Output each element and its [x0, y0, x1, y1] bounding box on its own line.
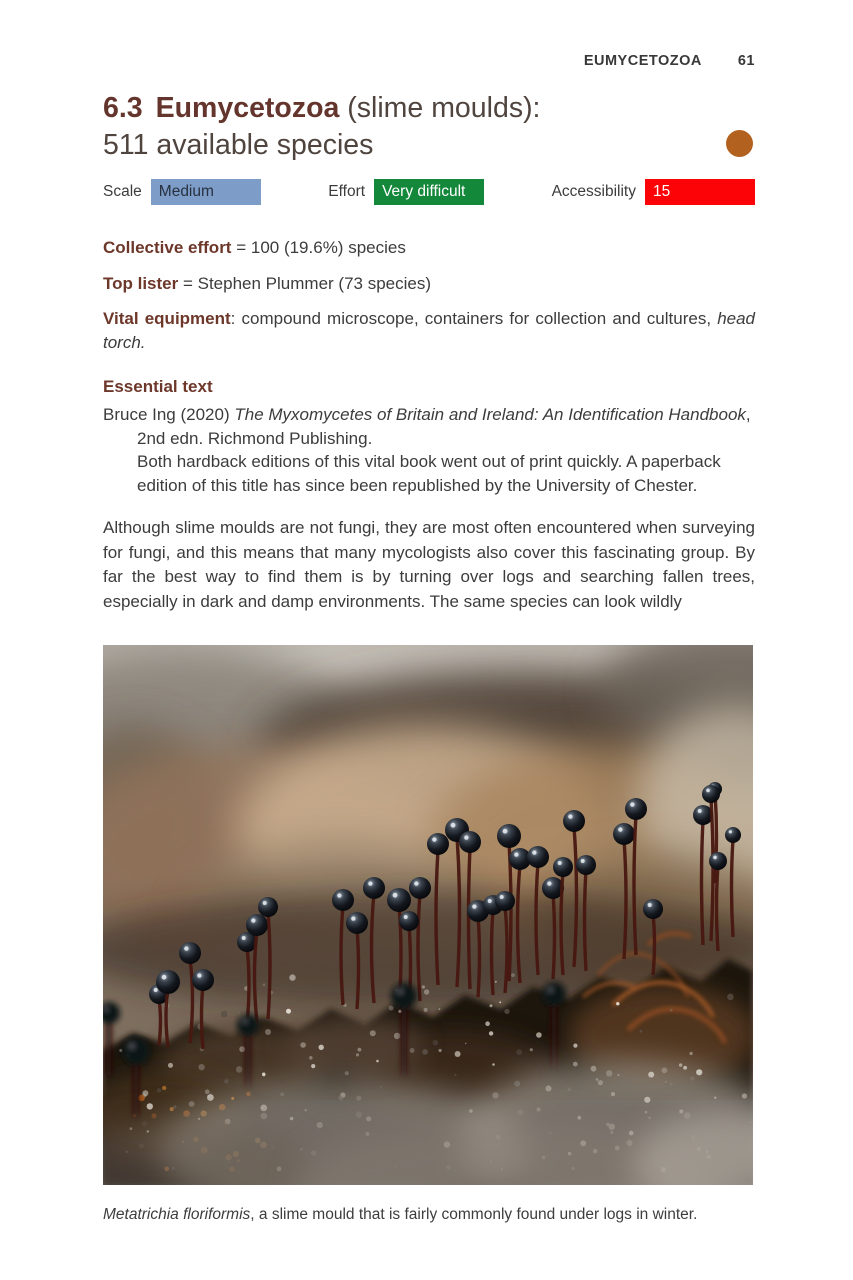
accessibility-badge: 15 — [645, 179, 755, 205]
vital-equipment-label: Vital equipment — [103, 309, 231, 328]
running-head-text: EUMYCETOZOA — [583, 53, 702, 69]
effort-group — [328, 179, 484, 205]
figure — [103, 645, 753, 1185]
reference-edition: 2nd edn. Richmond Publishing. — [137, 428, 373, 448]
section-number: 6.3 — [103, 92, 143, 124]
accessibility-label: Accessibility — [551, 183, 636, 200]
intro-paragraph: Although slime moulds are not fungi, they are most often encountered when surveying for fungi, and this means that many mycologists also cover this fascinating group. By far the best way to find them is by turning over logs and searching fallen trees, especially in dark and damp environments. The same species can look wildly — [103, 518, 755, 611]
scale-label: Scale — [103, 183, 142, 200]
essential-text-heading: Essential text — [103, 377, 213, 396]
vital-equipment-fact — [103, 307, 755, 355]
running-head — [103, 53, 755, 69]
effort-label: Effort — [328, 183, 366, 200]
fact-list — [103, 236, 755, 355]
title-line-1 — [103, 90, 755, 127]
scale-badge: Medium — [151, 179, 261, 205]
rating-badges — [103, 179, 755, 205]
vital-equipment-italic: head torch. — [103, 309, 756, 352]
figure-caption — [103, 1204, 755, 1225]
taxon-name: Eumycetozoa — [155, 92, 340, 124]
title-line-2: 511 available species — [103, 129, 374, 161]
collective-effort-label: Collective effort — [103, 238, 232, 257]
reference-note: Both hardback editions of this vital book went out of print quickly. A paperback edition of this title has since been republished by the University of Chester. — [137, 452, 721, 495]
caption-text: , a slime mould that is fairly commonly found under logs in winter. — [250, 1206, 698, 1223]
collective-effort-value: = 100 (19.6%) species — [231, 238, 406, 257]
vital-equipment-value: : compound microscope, containers for collection and cultures, — [230, 309, 718, 328]
reference-author: Bruce Ing (2020) — [103, 405, 235, 424]
section-title — [103, 90, 755, 164]
accessibility-group — [552, 179, 755, 205]
book-reference — [103, 403, 755, 450]
page-number: 61 — [737, 53, 755, 69]
category-dot — [726, 130, 753, 157]
scale-group — [103, 179, 261, 205]
top-lister-fact — [103, 272, 755, 296]
title-qualifier: (slime moulds): — [339, 92, 541, 124]
caption-species-name: Metatrichia floriformis — [103, 1206, 251, 1223]
reference-comma: , — [745, 405, 751, 424]
effort-badge: Very difficult — [374, 179, 484, 205]
reference-title: The Myxomycetes of Britain and Ireland: An Identification Handbook — [234, 405, 746, 424]
top-lister-value: = Stephen Plummer (73 species) — [178, 273, 432, 293]
top-lister-label: Top lister — [103, 273, 179, 293]
slime-mould-photo — [103, 645, 753, 1185]
collective-effort-fact — [103, 236, 755, 260]
